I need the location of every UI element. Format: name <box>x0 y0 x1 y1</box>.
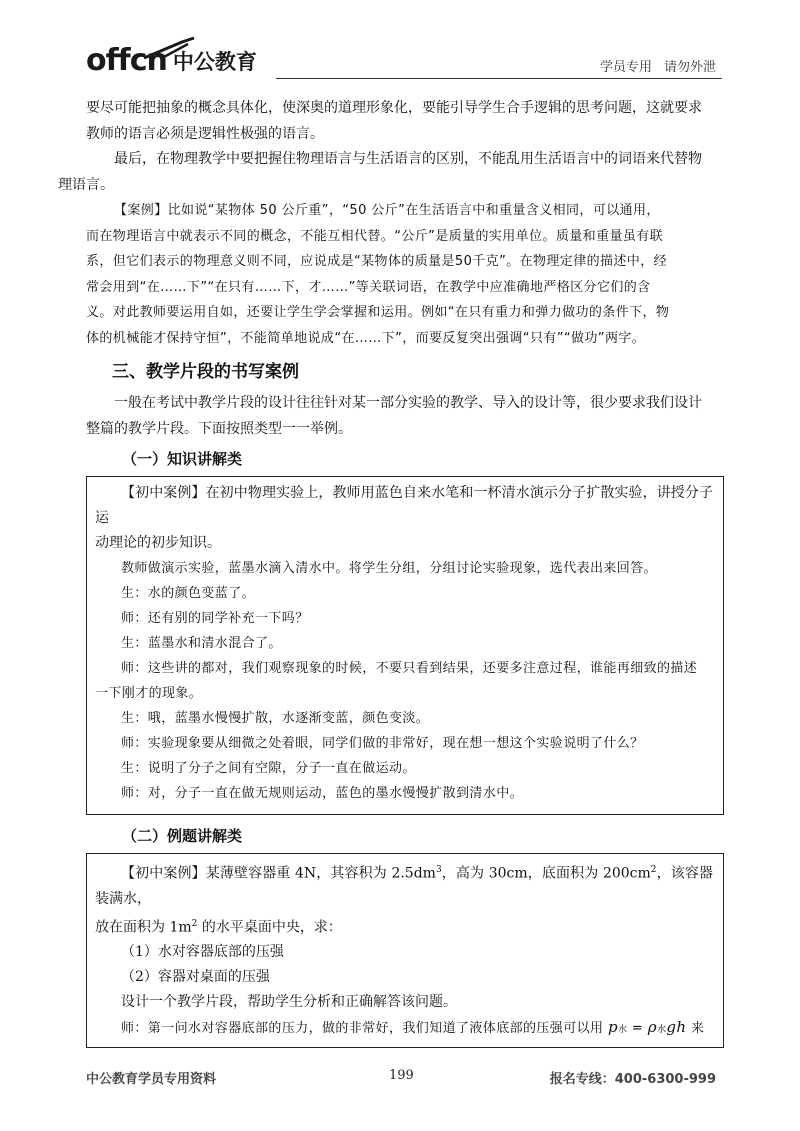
footer-left: 中公教育学员专用资料 <box>86 1072 217 1087</box>
box1-line: 生：水的颜色变蓝了。 <box>121 586 256 601</box>
box1-line: 教师做演示实验，蓝墨水滴入清水中。将学生分组，分组讨论实验现象，选代表出来回答。 <box>121 561 658 576</box>
section-3-heading: 三、教学片段的书写案例 <box>112 362 299 382</box>
box1-line: 一下刚才的现象。 <box>95 686 203 701</box>
subsection-knowledge-heading: （一）知识讲解类 <box>122 450 243 468</box>
box2-line-5: 设计一个教学片段，帮助学生分析和正确解答该问题。 <box>121 994 457 1011</box>
case-box-knowledge <box>86 476 724 815</box>
page-header <box>86 44 722 82</box>
box1-line: 生：蓝墨水和清水混合了。 <box>121 636 282 651</box>
box2-line-1: 【初中案例】某薄壁容器重 4N，其容积为 $2.5dm^3$，高为 30cm，底面积为 $200cm^2$，该容器装满水， <box>95 865 714 907</box>
box1-line: 动理论的初步知识。 <box>95 535 221 551</box>
subsection-example-heading: （二）例题讲解类 <box>122 827 243 845</box>
page-body <box>58 96 724 1048</box>
box2-line-3: （1）水对容器底部的压强 <box>121 944 284 961</box>
case-box-example <box>86 853 724 1048</box>
box1-line: 生：哦，蓝墨水慢慢扩散，水逐渐变蓝，颜色变淡。 <box>121 711 430 726</box>
page-footer <box>86 1068 716 1090</box>
box1-line: 师：这些讲的都对，我们观察现象的时候，不要只看到结果，还要多注意过程，谁能再细致的描述 <box>121 661 698 676</box>
intro-paragraph-2: 最后，在物理教学中要把握住物理语言与生活语言的区别，不能乱用生活语言中的词语来代替物 理语言。 <box>58 151 702 193</box>
intro-paragraph-1: 要尽可能把抽象的概念具体化，使深奥的道理形象化，要能引导学生合手逻辑的思考问题，这就要求 教师的语言必须是逻辑性极强的语言。 <box>86 100 702 142</box>
footer-hotline: 报名专线：400-6300-999 <box>549 1072 716 1087</box>
header-rule <box>276 78 722 79</box>
offcn-logo <box>86 44 257 78</box>
logo-latin: offcn <box>86 43 167 78</box>
box1-line: 生：说明了分子之间有空隙，分子一直在做运动。 <box>121 761 416 776</box>
box1-line: 【初中案例】在初中物理实验上，教师用蓝色自来水笔和一杯清水演示分子扩散实验，讲授分子运 <box>95 485 713 526</box>
tag-no-distribution: 请勿外泄 <box>663 60 716 75</box>
box1-line: 师：对，分子一直在做无规则运动，蓝色的墨水慢慢扩散到清水中。 <box>121 786 524 801</box>
box1-line: 师：实验现象要从细微之处着眼，同学们做的非常好，现在想一想这个实验说明了什么？ <box>121 736 644 751</box>
box2-line-4: （2）容器对桌面的压强 <box>121 969 270 986</box>
logo-swoosh-icon <box>142 36 198 60</box>
logo-cn: 中公教育 <box>172 50 257 74</box>
section-3-intro: 一般在考试中教学片段的设计往往针对某一部分实验的教学、导入的设计等，很少要求我们设计 整篇的教学片段。下面按照类型一一举例。 <box>86 395 702 437</box>
page-number: 199 <box>389 1068 414 1083</box>
box2-line-2: 放在面积为 $1m^2$ 的水平桌面中央，求： <box>95 918 342 936</box>
box2-line-6: 师：第一问水对容器底部的压力，做的非常好，我们知道了液体底部的压强可以用 p水 = ρ水gh 来 <box>121 1018 705 1037</box>
box1-line: 师：还有别的同学补充一下吗？ <box>121 611 309 626</box>
tag-students-only: 学员专用 <box>599 60 652 75</box>
header-tags <box>600 56 716 75</box>
case-example-paragraph: 【案例】比如说“某物体 50 公斤重”，“50 公斤”在生活语言中和重量含义相同，可以通用， 而在物理语言中就表示不同的概念，不能互相代替。“公斤”是质量的实用单位。质量和重量虽有联 系，但它们表示的物理意义则不同，应说成是“某物体的质量是50千克”。在物理定律的描述中，经 常会用到“在……下”“在只有……下，才……”等关联词语，在教学中应准确地严格区分它们的含 义。对此教师要运用自如，还要让学生学会掌握和运用。例如“在只有重力和弹力做功的条件下，物 体的机械能才保持守恒”，不能简单地说成“在……下”，而要反复突出强调“只有”“做功”两字。 <box>86 203 670 346</box>
